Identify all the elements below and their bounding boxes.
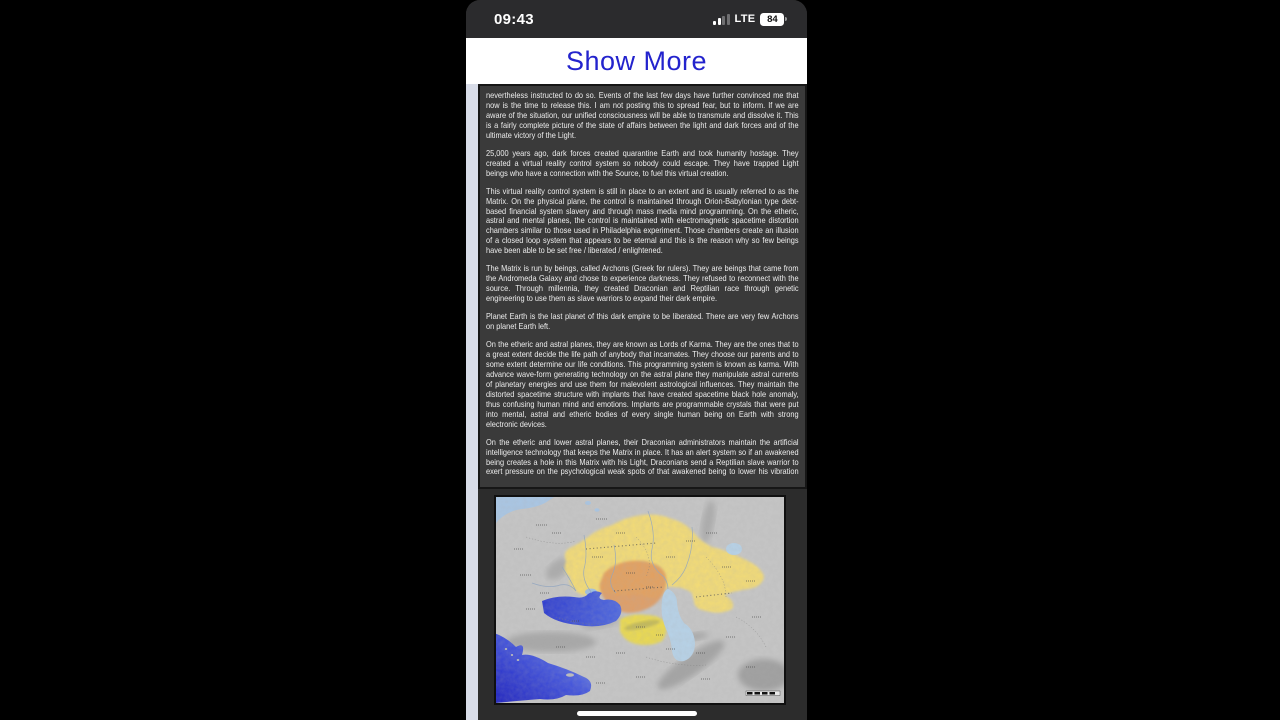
article-paragraph: On the etheric and astral planes, they are known as Lords of Karma. They are the ones that to a great extent decide the life path of anybody that incarnates. They choose our parents and to some extent determine our life conditions. This programming system is known as karma. With advance wave-form generating technology on the astral plane they manipulate astral currents of planetary energies and use them for malevolent astrological influences. They maintain the distorted spacetime structure with implants that have created spacetime black hole anomaly, thus confusing human mind and emotions. Implants are programmable crystals that were put into mental, astral and etheric bodies of every single human being on Earth with strong electronic devices. <box>486 339 799 429</box>
web-page <box>466 38 807 720</box>
article-paragraph: On the etheric and lower astral planes, their Draconian administrators maintain the artificial intelligence technology that keeps the Matrix in place. It has an alert system so if an awakened being creates a hole in this Matrix with his Light, Draconians send a Reptilian slave warrior to exert pressure on the psychological weak spots of that awakened being to lower his vibration <box>486 436 799 477</box>
battery-percent-label: 84 <box>760 13 784 26</box>
historical-map-image[interactable] <box>494 495 786 705</box>
phone-screen <box>466 0 807 720</box>
article-paragraph: Planet Earth is the last planet of this dark empire to be liberated. There are very few Archons on planet Earth left. <box>486 311 799 332</box>
battery-cap <box>785 17 787 22</box>
article-paragraph: nevertheless instructed to do so. Events of the last few days have further convinced me that now is the time to release this. I am not posting this to spread fear, but to inform. If we are aware of the situation, our unified consciousness will be able to transmute and dissolve it. This is a fairly complete picture of the state of affairs between the light and dark forces and of the ultimate victory of the Light. <box>486 90 799 140</box>
battery-icon <box>760 13 787 26</box>
show-more-banner <box>466 38 807 84</box>
article-paragraph: This virtual reality control system is still in place to an extent and is usually referred to as the Matrix. On the physical plane, the control is maintained through Orion-Babylonian type debt-based financial system slavery and through mass media mind programming. On the etheric, astral and mental planes, the control is maintained with electromagnetic spacetime distortion chambers similar to those used in Philadelphia experiment. Those chambers create an illusion of a closed loop system that appears to be eternal and this is the reason why so few beings have been able to be set free / liberated / enlightened. <box>486 185 799 256</box>
article-text <box>486 91 799 477</box>
status-right-cluster <box>713 13 787 26</box>
article-paragraph: 25,000 years ago, dark forces created quarantine Earth and took humanity hostage. They created a virtual reality control system so nobody could escape. They have trapped Light beings who have a connection with the Source, to fuel this virtual creation. <box>486 147 799 178</box>
map-terrain-noise <box>496 497 784 703</box>
article-text-block <box>478 84 807 489</box>
cellular-signal-icon <box>713 14 730 25</box>
clock-label: 09:43 <box>494 10 534 28</box>
network-type-label: LTE <box>734 13 756 25</box>
status-bar <box>466 0 807 38</box>
page-content <box>478 84 807 720</box>
show-more-link[interactable]: Show More <box>565 45 708 76</box>
home-indicator[interactable] <box>577 711 697 717</box>
map-scale-bar <box>746 691 780 696</box>
historical-map-svg <box>496 497 784 703</box>
article-paragraph: The Matrix is run by beings, called Archons (Greek for rulers). They are beings that came from the Andromeda Galaxy and chose to experience darkness. They refused to reconnect with the source. Through millennia, they created Draconian and Reptilian race through genetic engineering to use them as slave warriors to expand their dark empire. <box>486 263 799 304</box>
